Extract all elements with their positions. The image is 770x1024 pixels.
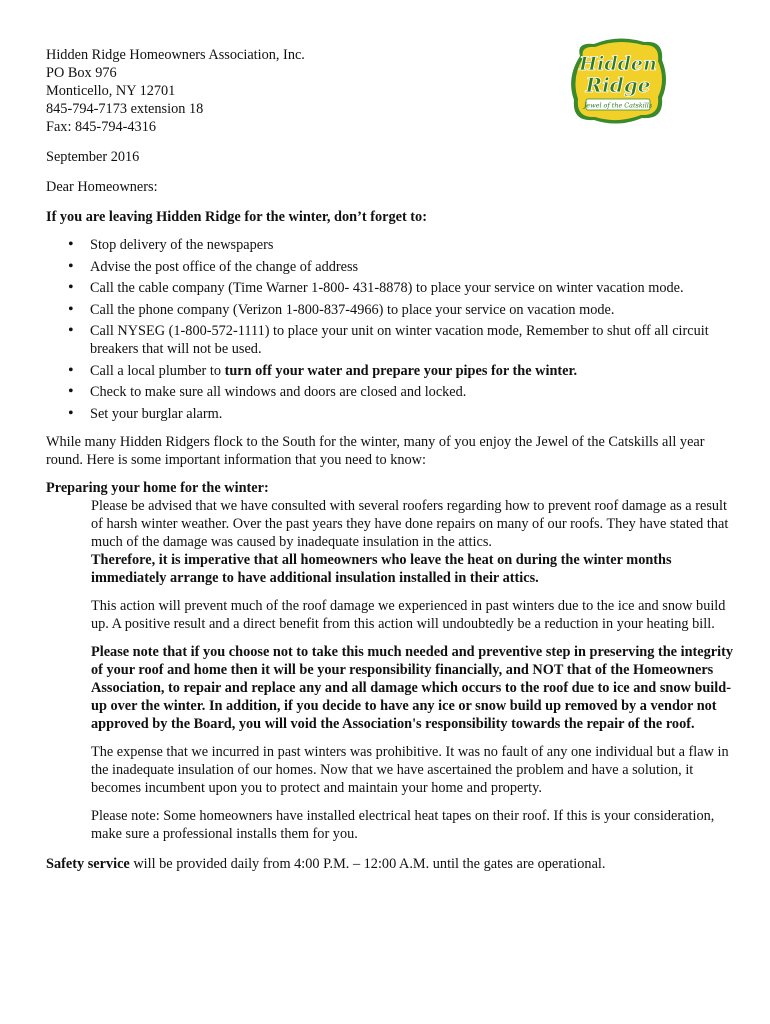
preparing-heading: Preparing your home for the winter:: [46, 479, 269, 496]
city-state-zip: Monticello, NY 12701: [46, 83, 176, 99]
roofers-text: Please be advised that we have consulted with several roofers regarding how to prevent roof damage as a result of harsh winter weather. Over the past years they have done repairs on many of our roofs. They have stated that much of the damage was caused by inadequate insulation in the attics.: [91, 497, 729, 550]
list-item: [90, 279, 736, 297]
list-item-text: Call the cable company (Time Warner 1-800- 431-8878) to place your service on winter vacation mode.: [90, 280, 684, 296]
list-item: [90, 301, 736, 319]
list-item: [90, 383, 736, 401]
responsibility-notice: Please note that if you choose not to take this much needed and preventive step in preserving the integrity of your roof and home then it will be your responsibility financially, and NOT that of the Homeowners Association, to repair and replace any and all damage which occurs to the roof due to ice and snow build-up over the winter. In addition, if you decide to have any ice or snow build up removed by a vendor not approved by the Board, you will void the Association's responsibility towards the repair of the roof.: [91, 643, 734, 732]
list-item: [90, 236, 736, 254]
list-item: [90, 405, 736, 423]
list-item: [90, 258, 736, 276]
benefit-paragraph: This action will prevent much of the roof damage we experienced in past winters due to the ice and snow build up. A positive result and a direct benefit from this action will undoubtedly be a reduction in your heating bill.: [91, 597, 726, 632]
logo-text-bottom: Ridge: [585, 73, 651, 97]
letter-date: September 2016: [46, 149, 140, 165]
list-item-bold-text: turn off your water and prepare your pipes for the winter.: [224, 362, 578, 379]
list-item: [90, 322, 736, 358]
phone-number: 845-794-7173 extension 18: [46, 101, 204, 117]
safety-service-label: Safety service: [46, 855, 130, 872]
year-round-paragraph: While many Hidden Ridgers flock to the South for the winter, many of you enjoy the Jewel of the Catskills all year round. Here is some important information that you need to know:: [46, 433, 705, 468]
logo-text-top: Hidden: [579, 53, 657, 75]
safety-service-text: will be provided daily from 4:00 P.M. – 12:00 A.M. until the gates are operational.: [129, 855, 606, 872]
list-item-text: Check to make sure all windows and doors are closed and locked.: [90, 384, 467, 400]
list-item: [90, 362, 736, 380]
list-item-text: Call the phone company (Verizon 1-800-837-4966) to place your service on vacation mode.: [90, 301, 615, 318]
logo-tagline: Jewel of the Catskills: [583, 101, 653, 110]
expense-paragraph: The expense that we incurred in past winters was prohibitive. It was no fault of any one individual but a flaw in the inadequate insulation of our homes. Now that we have ascertained the problem and have a solution, it becomes incumbent upon you to protect and maintain your home and property.: [91, 743, 729, 796]
checklist-heading: If you are leaving Hidden Ridge for the winter, don’t forget to:: [46, 209, 427, 225]
list-item-text: Set your burglar alarm.: [90, 405, 223, 422]
po-box: PO Box 976: [46, 65, 117, 81]
insulation-requirement: Therefore, it is imperative that all homeowners who leave the heat on during the winter months immediately arrange to have additional insulation installed in their attics.: [91, 551, 672, 586]
roofers-paragraph: [91, 497, 736, 587]
fax-number: Fax: 845-794-4316: [46, 119, 156, 135]
salutation: Dear Homeowners:: [46, 179, 158, 195]
list-item-text: Call a local plumber to: [90, 362, 225, 379]
list-item-text: Stop delivery of the newspapers: [90, 237, 274, 253]
list-item-text: Advise the post office of the change of address: [90, 258, 359, 275]
address-block: [46, 46, 736, 136]
heat-tape-note: Please note: Some homeowners have installed electrical heat tapes on their roof. If this is your consideration, make sure a professional installs them for you.: [91, 807, 715, 842]
letter-page: [46, 46, 736, 873]
list-item-text: Call NYSEG (1-800-572-1111) to place your unit on winter vacation mode, Remember to shut off all circuit breakers that will not be used.: [90, 323, 709, 357]
org-name: Hidden Ridge Homeowners Association, Inc.: [46, 47, 305, 63]
winter-checklist: [46, 236, 736, 423]
preparing-section: [46, 497, 736, 843]
safety-service-line: [46, 855, 736, 873]
